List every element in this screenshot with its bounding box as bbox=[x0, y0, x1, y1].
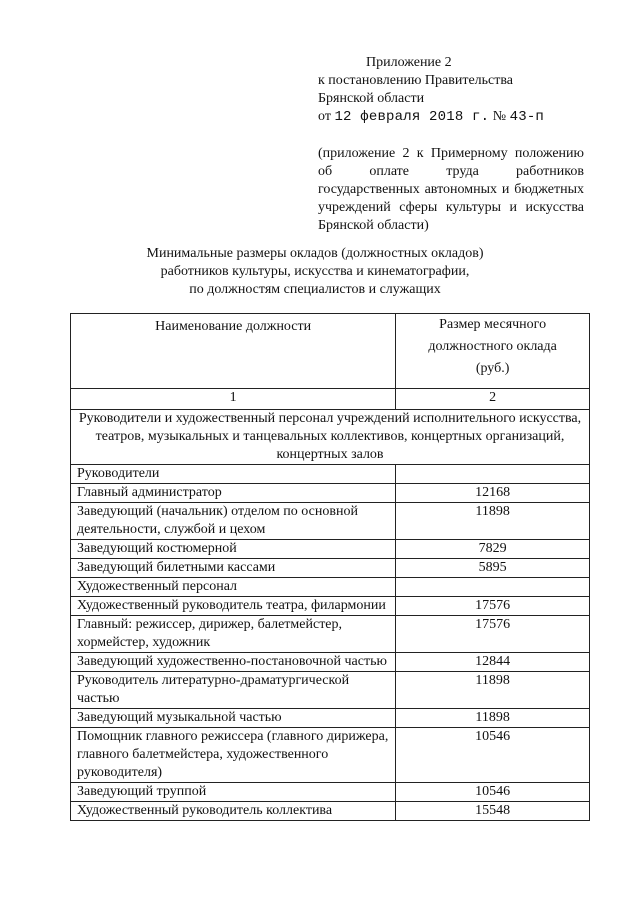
position-name: Руководители bbox=[71, 465, 396, 484]
salary-value: 12168 bbox=[396, 484, 590, 503]
salary-value: 7829 bbox=[396, 540, 590, 559]
number-value: 43-п bbox=[509, 109, 545, 125]
position-name: Заведующий (начальник) отделом по основной деятельности, службой и цехом bbox=[71, 503, 396, 540]
position-name: Помощник главного режиссера (главного дирижера, главного балетмейстера, художественного руководителя) bbox=[71, 728, 396, 783]
table-row bbox=[71, 653, 590, 672]
salary-value: 15548 bbox=[396, 802, 590, 821]
salary-value: 17576 bbox=[396, 597, 590, 616]
salary-value: 11898 bbox=[396, 709, 590, 728]
table-row bbox=[71, 540, 590, 559]
salary-value: 11898 bbox=[396, 503, 590, 540]
appendix-note: (приложение 2 к Примерному положению об оплате труда работников государственных автономных и бюджетных учреждений сферы культуры и искусства Брянской области) bbox=[318, 146, 584, 233]
salary-value: 10546 bbox=[396, 728, 590, 783]
document-title bbox=[90, 245, 540, 299]
position-name: Художественный руководитель театра, филармонии bbox=[71, 597, 396, 616]
column-header-position: Наименование должности bbox=[71, 314, 396, 389]
title-line-3: по должностям специалистов и служащих bbox=[189, 282, 441, 297]
column-number-row bbox=[71, 389, 590, 410]
title-line-1: Минимальные размеры окладов (должностных окладов) bbox=[146, 246, 484, 261]
salary-value: 5895 bbox=[396, 559, 590, 578]
salary-value bbox=[396, 578, 590, 597]
table-row bbox=[71, 503, 590, 540]
appendix-region: Брянской области bbox=[318, 91, 425, 106]
table-row bbox=[71, 783, 590, 802]
position-name: Художественный руководитель коллектива bbox=[71, 802, 396, 821]
table-row bbox=[71, 597, 590, 616]
position-name: Заведующий билетными кассами bbox=[71, 559, 396, 578]
position-name: Заведующий музыкальной частью bbox=[71, 709, 396, 728]
position-name: Заведующий костюмерной bbox=[71, 540, 396, 559]
salary-value: 17576 bbox=[396, 616, 590, 653]
table-row bbox=[71, 559, 590, 578]
position-name: Заведующий труппой bbox=[71, 783, 396, 802]
number-prefix: № bbox=[492, 109, 507, 124]
table-row bbox=[71, 728, 590, 783]
appendix-title: Приложение 2 bbox=[366, 55, 452, 70]
position-name: Руководитель литературно-драматургической частью bbox=[71, 672, 396, 709]
table-body bbox=[71, 465, 590, 821]
appendix-resolution: к постановлению Правительства bbox=[318, 73, 514, 88]
salary-value: 12844 bbox=[396, 653, 590, 672]
salary-table bbox=[70, 313, 590, 821]
section-heading: Руководители и художественный персонал учреждений исполнительного искусства, театров, музыкальных и танцевальных коллективов, концертных организаций, концертных залов bbox=[71, 410, 590, 465]
position-name: Художественный персонал bbox=[71, 578, 396, 597]
position-name: Заведующий художественно-постановочной частью bbox=[71, 653, 396, 672]
table-row bbox=[71, 616, 590, 653]
date-prefix: от bbox=[318, 109, 331, 124]
title-line-2: работников культуры, искусства и кинематографии, bbox=[160, 264, 470, 279]
table-row bbox=[71, 484, 590, 503]
table-row bbox=[71, 465, 590, 484]
section-row bbox=[71, 410, 590, 465]
column-number-1: 1 bbox=[71, 389, 396, 410]
table-row bbox=[71, 802, 590, 821]
table-header-row bbox=[71, 314, 590, 389]
table-row bbox=[71, 578, 590, 597]
position-name: Главный администратор bbox=[71, 484, 396, 503]
table-row bbox=[71, 709, 590, 728]
position-name: Главный: режиссер, дирижер, балетмейстер, хормейстер, художник bbox=[71, 616, 396, 653]
column-header-salary: Размер месячного должностного оклада (руб.) bbox=[396, 314, 590, 389]
appendix-date-line bbox=[318, 108, 590, 126]
date-value: 12 февраля 2018 г. bbox=[334, 109, 490, 125]
table-row bbox=[71, 672, 590, 709]
salary-value: 10546 bbox=[396, 783, 590, 802]
salary-value bbox=[396, 465, 590, 484]
appendix-header bbox=[318, 54, 590, 126]
column-number-2: 2 bbox=[396, 389, 590, 410]
salary-value: 11898 bbox=[396, 672, 590, 709]
